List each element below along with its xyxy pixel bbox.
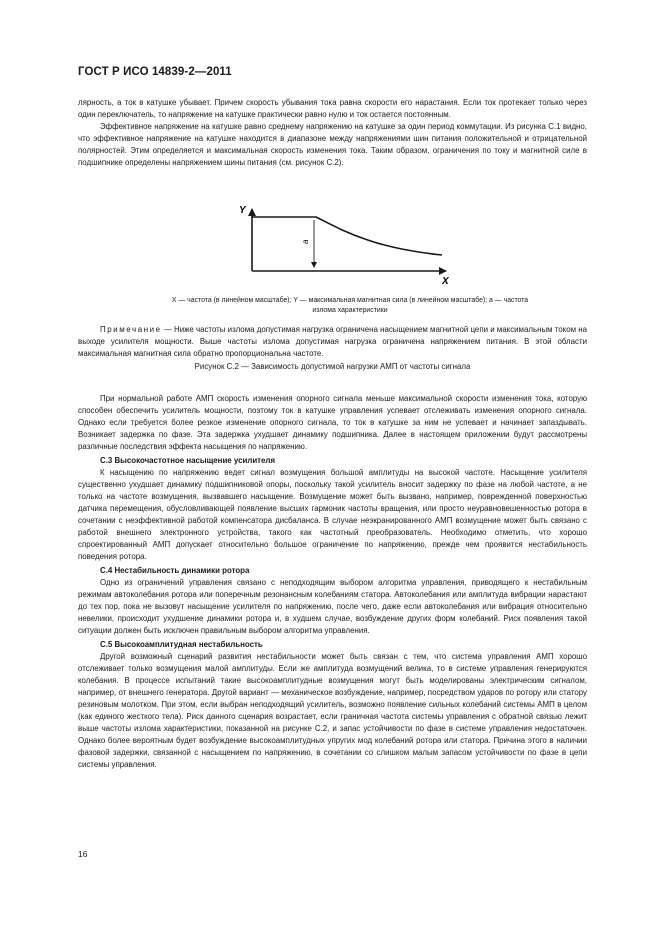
- x-axis-label: X: [442, 276, 449, 287]
- paragraph: К насыщению по напряжению ведет сигнал возмущения большой амплитуды на высокой частоте. Насыщение усилителя существенно ухудшает динамику подшипниковой опоры, поскольку такой усилитель вносит задержку по фазе на любой частоте, а не только на частоте возмущения, вызвавшего насыщение. Возмущение может быть вызвано, например, поврежденной поверхностью датчика перемещения, обусловливающей появление высших гармоник частоты вращения, или просто неуравновешенностью ротора в сочетании с неэффективной работой компенсатора дисбаланса. В случае неэкранированного АМП возмущение может быть связано с работой внешнего электронного устройства, такого как частотный преобразователь. Необходимо отметить, что хорошо спроектированный АМП допускает относительно большое ограничение по напряжению, прежде чем проявится нестабильность поведения ротора.: [78, 468, 587, 561]
- figure-note: [78, 324, 587, 360]
- section-heading-c3: С.3 Высокочастотное насыщение усилителя: [100, 456, 276, 465]
- figure-legend-line: X — частота (в линейном масштабе); Y — максимальная магнитная сила (в линейном масштабе); a — частота: [171, 297, 529, 304]
- figure-title: Рисунок С.2 — Зависимость допустимой нагрузки АМП от частоты сигнала: [194, 362, 471, 371]
- section-heading-c4: С.4 Нестабильность динамики ротора: [100, 566, 250, 575]
- text-block-top: [78, 97, 587, 169]
- paragraph: Другой возможный сценарий развития нестабильности может быть связан с тем, что система управления АМП хорошо отслеживает только возмущения малой амплитуды. Если же амплитуда возмущений велика, то в системе управления генерируются колебания. В процессе испытаний такие высокоамплитудные возмущения могут быть моделированы электрическим сигналом, например, от внешнего генератора. Другой вариант — механическое возбуждение, например, посредством ударов по ротору или статору резиновым молотком. При этом, если выбран неподходящий усилитель, возможно появление сильных колебаний системы АМП в целом (как единого жесткого тела). Риск данного сценария возрастает, если граничная частота системы управления с обратной связью лежит выше частоты излома характеристики, показанной на рисунке С.2, и запас устойчивости по фазе в системе управления недостаточен. Однако более вероятным будет возбуждение высокоамплитудных упругих мод колебаний ротора или статора. Причина этого в наличии фазовой задержки, связанной с насыщением по напряжению, в сочетании со слишком малым запасом устойчивости по фазе в цепи системы управления.: [78, 652, 587, 769]
- y-axis-label: Y: [239, 205, 246, 216]
- paragraph: Одно из ограничений управления связано с неподходящим выбором алгоритма управления, приводящего к нестабильным режимам автоколебания ротора или поперечным резонансным колебаниям статора. Автоколебания или амплитуда вибрации нарастают до тех пор, пока не вызовут насыщение усилителя по напряжению, после чего, даже если автоколебания или вибрация относительно невелики, происходит ухудшение динамики ротора и, в худшем случае, возбуждение других форм колебаний. Риск появления такой ситуации должен быть исключен правильным выбором алгоритма управления.: [78, 578, 587, 635]
- load-curve: [252, 217, 442, 255]
- paragraph-continued: лярность, а ток в катушке убывает. Причем скорость убывания тока равна скорости его нарастания. Если ток протекает только через один переключатель, то напряжение на катушке практически равно нулю и ток остается постоянным.: [78, 98, 587, 119]
- section-heading-c5: С.5 Высокоамплитудная нестабильность: [100, 640, 263, 649]
- page-number: 16: [78, 849, 88, 859]
- figure-legend: [110, 296, 590, 316]
- a-label: a: [301, 239, 310, 244]
- paragraph: Эффективное напряжение на катушке равно среднему напряжению на катушке за один период коммутации. Из рисунка С.1 видно, что эффективное напряжение на катушке находится в диапазоне между напряжениями шин питания положительной и отрицательной полярностей. Этим определяется и максимальная скорость изменения тока. Таким образом, ограничения по току и магнитной силе в подшипнике определены напряжением шины питания (см. рисунок С.2).: [78, 122, 587, 167]
- paragraph: При нормальной работе АМП скорость изменения опорного сигнала меньше максимальной скорости изменения тока, которую способен обеспечить усилитель мощности, поэтому ток в катушке управления успевает отслеживать изменения опорного сигнала. Однако если требуется более резкое изменение опорного сигнала, то ток в катушке за ним не успевает и начинает запаздывать. Возникает задержка по фазе. Эта задержка ухудшает динамику подшипника. Далее в настоящем приложении будут рассмотрены различные последствия эффекта насыщения по напряжению.: [78, 394, 587, 451]
- figure-legend-line: излома характеристики: [312, 307, 388, 314]
- note-label: Примечание: [100, 325, 162, 334]
- text-block-main: [78, 393, 587, 771]
- note-text: — Ниже частоты излома допустимая нагрузка ограничена насыщением магнитной цепи и максимальным током на выходе усилителя мощности. Выше частоты излома допустимая нагрузка ограничена напряжением питания. В этой области максимальная магнитная сила обратно пропорциональна частоте.: [78, 325, 587, 358]
- figure-c2-graph: [232, 200, 462, 290]
- document-header: ГОСТ Р ИСО 14839-2—2011: [78, 66, 232, 78]
